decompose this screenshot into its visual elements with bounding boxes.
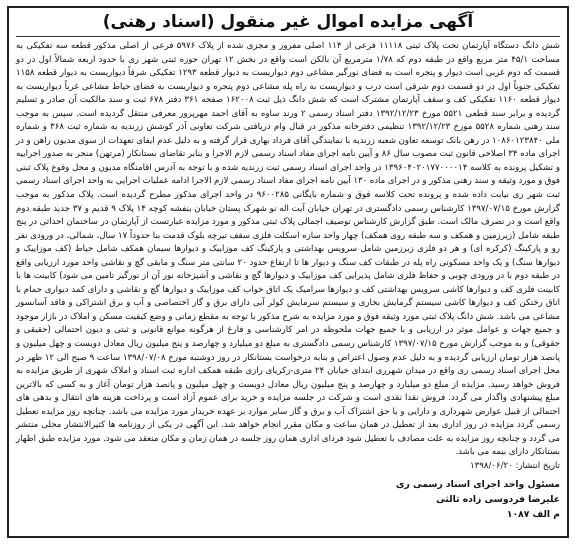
signature-name: علیرضا فردوسی زاده ثالثی — [436, 493, 560, 505]
notice-body: شش دانگ دستگاه آپارتمان تحت پلاک ثبتی ۱۱۱۱۸ فرعی از ۱۱۴ اصلی مفروز و مجزی شده از پلاک ۵۹۷۶ فرعی از اصلی مذکور قطعه سه تفکیکی به مساحت ۴۵/۱ متر مربع واقع در طبقه دوم که ۱/۷۸ مترمربع آن بالکن است واقع در بخش ۱۲ تهران حوزه ثبتی شهر ری با حدود اربعه شمالاً اول در دو قسمت که دوم غربی است دیوار و پنجره است به فضای نورگیر مشاعی دوم دیواریست به دیوار قطعه ۱۲۹۳ تفکیکی شرقاً دیواریست به دیوار قطعه ۱۱۵۸ تفکیکی جنوباً اول در دو قسمت دوم شرقی است درب و دیواریست به راه پله مشاعی دوم پنجره و دیواریست به فضای حیاط مشاعی غرباً دیواریست به دیوار قطعه ۱۱۶۰ تفکیکی کف و سقف آپارتمان مشترک است که شش دانگ ذیل ثبت ۱۶۲۰۰۸ صفحه ۳۶۱ دفتر ۶۷۸ ثبت و سند مالکیت آن صادر و تسلیم گردیده و برابر سند قطعی ۵۵۲۱ مورخ ۱۳۹۲/۱۲/۲۳ دفتر اسناد رسمی ۲ ورند ساوه به آقای احمد مهرپرور معرفی منتقل گردیده است. سپس به موجب سند رهنی شماره ۵۵۲۸ مورخ ۱۳۹۲/۱۲/۲۳ تنظیمی دفترخانه مذکور در قبال وام دریافتی شرکت تعاونی آذر کوشش زرندیه به شماره ثبت ۳۶۸ و شماره ملی ۱۰۸۶۰۱۲۳۸۴۰ در رهن بانک توسعه تعاون شعبه زرندیه با نمایندگی آقای فرداد بهاری قرار گرفته و به دلیل عدم ایفای تعهدات از سوی مدیون راهن و در اجرای ماده ۳۴ اصلاحی قانون ثبت مصوب سال ۸۶ و آیین نامه اجرای مفاد اسناد رسمی لازم الاجرا و بنابر تقاضای بستانکار (مرتهن) منجر به صدور اجراییه و تشکیل پرونده به کلاسه ۱۳۹۶۰۴۰۲۰۱۷۷۰۰۰۰۱۴ در واحد اجرای اسناد رسمی ثبت زرندیه شده و با توجه به آدرس اقامتگاه مدیون و محل وقوع پلاک ثبتی فوق و مورد وثیقه و سند رهنی مذکور و در اجرای ماده ۱۳۰ آیین نامه اجرای مفاد اسناد رسمی لازم الاجرا ادامه عملیات اجرایی به واحد اجرای اسناد رسمی ثبت شهر ری نیابت داده شده و پرونده تحت کلاسه فوق و شماره بایگانی ۹۶۰۰۲۸۵ در واحد اجرای مذکور مطرح گردیده است. پلاک مذکور به موجب گزارش مورخ ۱۳۹۷/۰۷/۱۵ کارشناس رسمی دادگستری در تهران خیابان آیت اله نو شهرک پستان خیابان بنفشه کوچه ۱۴ پلاک ۹ قدیم و ۳۷ جدید طبقه دوم واقع است و در تصرف مالک است. طبق گزارش کارشناس توصیف اجمالی پلاک ثبتی مذکور و مورد مزایده عبارتست از آپارتمان در ساختمان احداثی در پنج طبقه شامل (زیرزمین و همکف و سه طبقه روی همکف) چهار واحد سازه اسکلت فلزی سقف تیرچه بلوک قدمت بنا حدوداً ۱۷ سال، شمالی، در ورودی نفر رو و پارکینگ (کرکره ای) و هر دو فلزی زیرزمین شامل سرویس بهداشتی و پارکینگ کف موزاییک و دیوارها سیمان همکف شامل حیاط (کف موزاییک و دیوارها سنگ) و یک واحد مسکونی راه پله در طبقات کف سنگ و دیوار ها تا ارتفاع حدود ۲۰ سانتی متر سنگ و مابقی گچ و نقاشی واحد مورد ارزیابی واقع در طبقه دوم با در ورودی چوبی و حفاظ فلزی شامل پذیرایی کف موزاییک و دیوارها گچ و نقاشی و آشپزخانه نور آن از نورگیر تامین می شود) کابینت ها با کابینت فلزی کف و دیوارها کاشی سرویس بهداشتی کف و دیوارها سرامیک یک اتاق خواب کف موزاییک و دیوارها گچ و نقاشی و دارای کمد دیواری حمام با اتاق رختکن کف و دیوارها کاشی سیستم گرمایش بخاری و سیستم سرمایش کولر آبی دارای برق و گاز اختصاصی و آب و برق اشتراکی و فاقد آسانسور مشاعی می باشد. شش دانگ پلاک ثبتی مورد وثیقه فوق و مورد مزایده به شرح مذکور با توجه به مقطع زمانی و وضع کیفیت مسکن و املاک در بازار موجود و جمیع جهات و عوامل موثر در ارزیابی و با جمیع جهات ملحوظه در امر کارشناسی و فارغ از هرگونه موانع قانونی و ثبتی و دیون احتمالی (حقیقی و حقوقی) و به موجب گزارش مورخ ۱۳۹۷/۰۷/۱۵ کارشناس رسمی دادگستری به مبلغ دو میلیارد و چهارصد و پنج میلیون ریال معادل دویست و چهل میلیون و پانصد هزار تومان ارزیابی گردیده و به دلیل عدم وصول اعتراض و بنابه درخواست بستانکار در روز دوشنبه مورخ ۱۳۹۸/۰۷/۰۸ ساعت ۹ صبح الی ۱۲ ظهر در محل اجرای اسناد رسمی ری واقع در میدان شهرری ابتدای خیابان ۲۴ متری-زکریای رازی طبقه همکف اداره ثبت اسناد و املاک شهری از طریق مزایده به فروش خواهد رسید. مزایده از مبلغ دو میلیارد و چهارصد و پنج میلیون ریال معادل دویست و چهل میلیون و پانصد هزار تومان آغاز و به کسی که بالاترین مبلغ پیشنهادی واگذار می گردد. فروش نقدا نقدی است و شرکت در جلسه مزایده و خرید برای عموم آزاد است و پرداخت هزینه های انتقال و بدهی های احتمالی از قبیل عوارض شهرداری و دارایی و یا حق اشتراک آب و برق و گاز سایر موارد بر عهده خریدار مورد مزایده می باشد. چنانچه روز مزایده تعطیل رسمی گردد مزایده در روز اداری بعد از تعطیل در همان ساعت و مکان مقرر انجام خواهد شد. این آگهی در یکی از روزنامه ها کثیرالانتشار محلی منتشر می گردد و چنانچه روز مزایده به علت مصادف با تعطیل شود فردای اداری همان روز جلسه در همان زمان و مکان منعقد می شود. مورد مزایده طبق اظهار بستانکار دارای بیمه می باشد. — [16, 41, 561, 458]
signature-office: مسئول واحد اجرای اسناد رسمی ری — [396, 478, 560, 490]
signature-block — [16, 477, 560, 522]
notice-title: آگهی مزایده اموال غیر منقول (اسناد رهنی) — [16, 11, 560, 37]
signature-reference: م الف ۱۰۸۷ — [506, 508, 560, 520]
publish-date: تاریخ انتشار: ۱۳۹۸/۰۶/۲۰ — [470, 460, 560, 471]
auction-notice — [7, 6, 569, 538]
